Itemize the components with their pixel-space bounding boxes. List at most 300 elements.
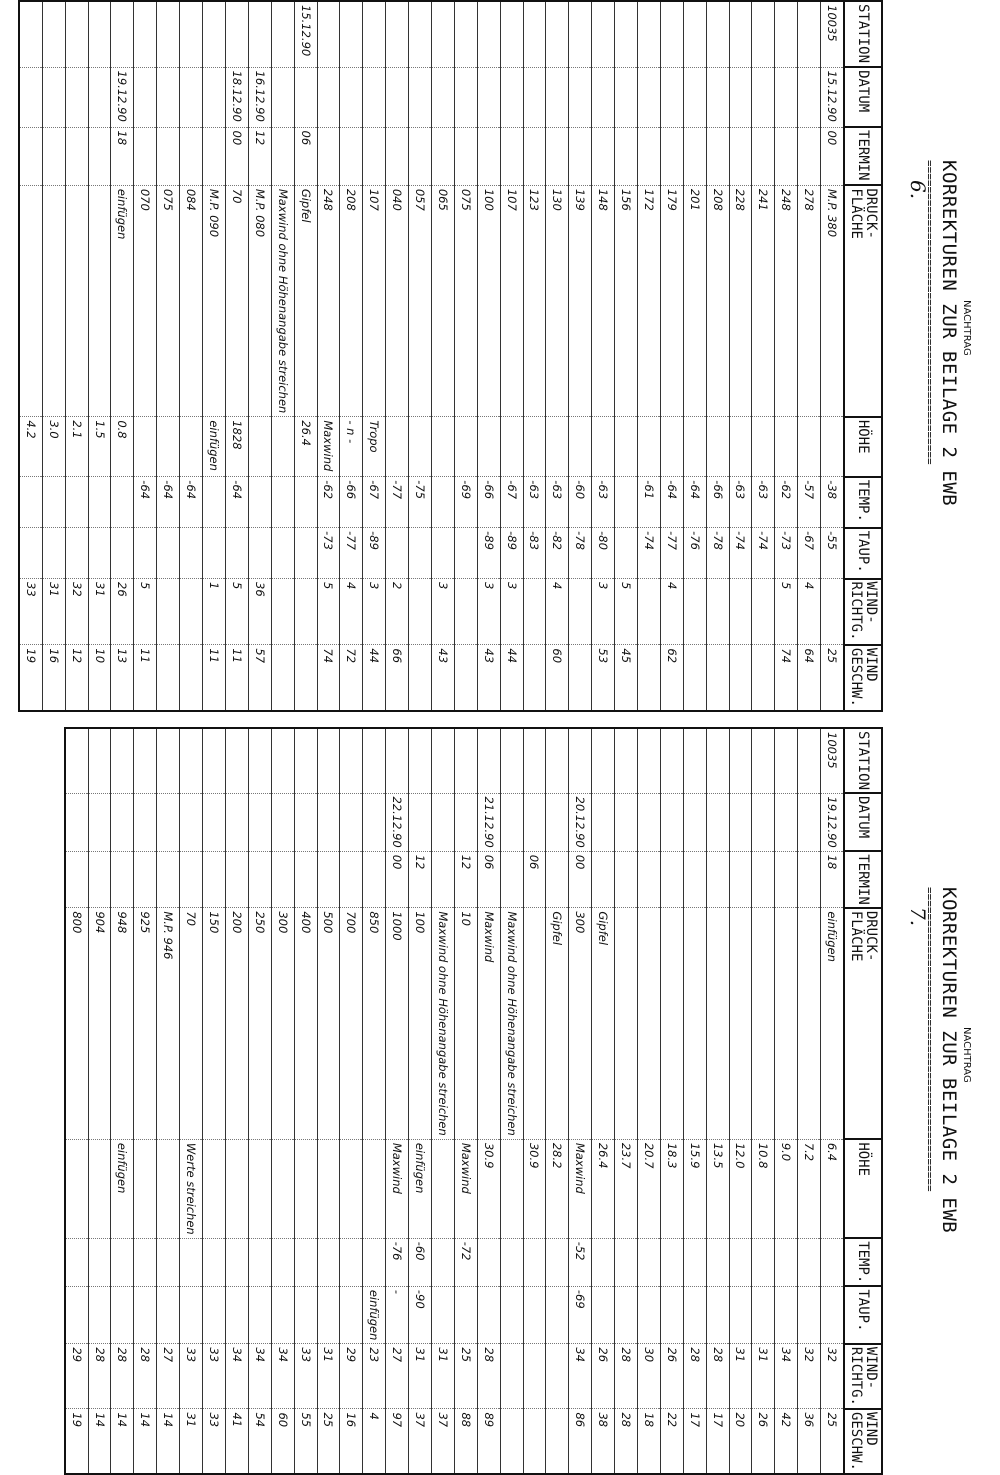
cell-datum	[546, 793, 569, 851]
table-row	[569, 1, 592, 711]
cell-druckflaeche: 400	[294, 908, 317, 1140]
cell-windgeschw	[454, 645, 477, 711]
cell-hoehe: 23.7	[615, 1139, 638, 1238]
cell-druckflaeche	[19, 185, 42, 417]
cell-windrichtung	[409, 579, 432, 645]
cell-druckflaeche: 300	[569, 908, 592, 1140]
table-row	[42, 1, 65, 711]
cell-station	[340, 728, 363, 793]
correction-table	[18, 0, 883, 712]
cell-station	[409, 1, 432, 67]
cell-termin	[752, 851, 775, 908]
cell-datum	[157, 793, 180, 851]
cell-druckflaeche: M.P. 080	[248, 185, 271, 417]
sheet-header	[890, 0, 1000, 712]
cell-hoehe: 6.4	[821, 1139, 844, 1238]
table-row	[477, 728, 500, 1474]
cell-station	[706, 728, 729, 793]
cell-temp: -75	[409, 477, 432, 528]
cell-temp	[248, 1238, 271, 1286]
cell-hoehe: Maxwind	[454, 1139, 477, 1238]
cell-temp	[706, 1238, 729, 1286]
cell-station	[42, 1, 65, 67]
cell-hoehe: 13.5	[706, 1139, 729, 1238]
cell-windgeschw	[294, 645, 317, 711]
cell-termin	[340, 851, 363, 908]
cell-datum	[409, 67, 432, 127]
cell-druckflaeche: 1000	[386, 908, 409, 1140]
cell-windgeschw	[157, 645, 180, 711]
cell-termin	[706, 127, 729, 185]
cell-termin	[752, 127, 775, 185]
cell-taup: -89	[363, 528, 386, 579]
cell-termin	[592, 851, 615, 908]
cell-temp: -63	[729, 477, 752, 528]
cell-temp: -77	[386, 477, 409, 528]
cell-taup	[65, 1286, 88, 1344]
page-number: 7.	[906, 907, 930, 927]
cell-druckflaeche: 107	[500, 185, 523, 417]
cell-windgeschw: 55	[294, 1409, 317, 1474]
cell-windgeschw	[569, 645, 592, 711]
cell-temp	[248, 477, 271, 528]
cell-hoehe: 1828	[225, 417, 248, 477]
cell-windrichtung	[500, 1344, 523, 1409]
cell-taup	[225, 1286, 248, 1344]
cell-windrichtung: 28	[683, 1344, 706, 1409]
cell-temp	[752, 1238, 775, 1286]
cell-taup	[157, 1286, 180, 1344]
cell-temp	[821, 1238, 844, 1286]
cell-druckflaeche: 201	[683, 185, 706, 417]
cell-temp	[363, 1238, 386, 1286]
cell-termin: 12	[248, 127, 271, 185]
cell-station	[500, 728, 523, 793]
cell-temp: -69	[454, 477, 477, 528]
column-header-temp: TEMP.	[844, 477, 882, 528]
cell-taup: -82	[546, 528, 569, 579]
cell-windrichtung: 5	[134, 579, 157, 645]
cell-hoehe: 12.0	[729, 1139, 752, 1238]
cell-station: 10035	[821, 1, 844, 67]
cell-station	[203, 728, 226, 793]
cell-druckflaeche: Maxwind ohne Höhenangabe streichen	[431, 908, 454, 1140]
cell-datum	[386, 67, 409, 127]
cell-windrichtung: 33	[19, 579, 42, 645]
table-row	[592, 728, 615, 1474]
cell-termin	[798, 127, 821, 185]
cell-datum	[134, 67, 157, 127]
sheet-title: KORREKTUREN ZUR BEILAGE 2 EWB	[938, 887, 960, 1234]
cell-windgeschw	[523, 645, 546, 711]
cell-druckflaeche	[660, 908, 683, 1140]
cell-taup: -74	[637, 528, 660, 579]
cell-windgeschw: 57	[248, 645, 271, 711]
cell-windgeschw: 28	[615, 1409, 638, 1474]
cell-windgeschw	[523, 1409, 546, 1474]
cell-taup	[798, 1286, 821, 1344]
table-row	[340, 728, 363, 1474]
cell-temp	[157, 1238, 180, 1286]
cell-station	[637, 1, 660, 67]
table-row	[65, 728, 88, 1474]
cell-hoehe: 0.8	[111, 417, 134, 477]
cell-windrichtung: 5	[775, 579, 798, 645]
cell-druckflaeche: 70	[225, 185, 248, 417]
cell-datum: 15.12.90	[821, 67, 844, 127]
table-row	[706, 728, 729, 1474]
cell-temp: -57	[798, 477, 821, 528]
table-row	[729, 728, 752, 1474]
table-row	[317, 728, 340, 1474]
cell-datum	[180, 793, 203, 851]
cell-temp	[317, 1238, 340, 1286]
cell-termin: 18	[821, 851, 844, 908]
cell-taup	[157, 528, 180, 579]
cell-hoehe: einfügen	[203, 417, 226, 477]
cell-druckflaeche	[42, 185, 65, 417]
cell-hoehe	[157, 1139, 180, 1238]
cell-termin	[409, 127, 432, 185]
cell-hoehe: 15.9	[683, 1139, 706, 1238]
cell-druckflaeche	[706, 908, 729, 1140]
cell-druckflaeche: Maxwind ohne Höhenangabe streichen	[500, 908, 523, 1140]
cell-taup	[134, 528, 157, 579]
cell-termin	[500, 851, 523, 908]
cell-windrichtung: 34	[271, 1344, 294, 1409]
cell-windrichtung: 27	[386, 1344, 409, 1409]
cell-station	[798, 1, 821, 67]
column-header-hoehe: HÖHE	[844, 417, 882, 477]
cell-datum	[592, 67, 615, 127]
cell-station	[386, 1, 409, 67]
cell-hoehe: 4.2	[19, 417, 42, 477]
table-row	[294, 728, 317, 1474]
cell-station	[569, 1, 592, 67]
cell-druckflaeche: Maxwind ohne Höhenangabe streichen	[271, 185, 294, 417]
cell-windrichtung	[569, 579, 592, 645]
column-header-windgeschw: WIND GESCHW.	[844, 645, 882, 711]
cell-station	[180, 1, 203, 67]
cell-taup	[42, 528, 65, 579]
cell-termin	[65, 851, 88, 908]
cell-termin	[42, 127, 65, 185]
cell-windgeschw: 36	[798, 1409, 821, 1474]
cell-windgeschw: 43	[431, 645, 454, 711]
cell-hoehe	[477, 417, 500, 477]
cell-datum	[42, 67, 65, 127]
cell-druckflaeche: 300	[271, 908, 294, 1140]
cell-druckflaeche	[523, 908, 546, 1140]
cell-druckflaeche: 200	[225, 908, 248, 1140]
table-row	[477, 1, 500, 711]
cell-druckflaeche: Maxwind	[477, 908, 500, 1140]
cell-termin	[706, 851, 729, 908]
cell-hoehe: 30.9	[477, 1139, 500, 1238]
cell-datum	[706, 793, 729, 851]
cell-windrichtung: 3	[477, 579, 500, 645]
cell-windgeschw: 60	[546, 645, 569, 711]
cell-datum	[660, 67, 683, 127]
cell-windrichtung: 28	[88, 1344, 111, 1409]
cell-station	[88, 1, 111, 67]
cell-station	[65, 1, 88, 67]
cell-hoehe	[248, 1139, 271, 1238]
cell-hoehe	[637, 417, 660, 477]
cell-windrichtung: 4	[340, 579, 363, 645]
cell-druckflaeche: 925	[134, 908, 157, 1140]
cell-windrichtung: 4	[798, 579, 821, 645]
cell-station	[569, 728, 592, 793]
cell-druckflaeche: Gipfel	[294, 185, 317, 417]
cell-taup	[88, 528, 111, 579]
cell-windrichtung	[454, 579, 477, 645]
cell-druckflaeche: 075	[454, 185, 477, 417]
cell-windrichtung: 3	[500, 579, 523, 645]
cell-temp	[19, 477, 42, 528]
cell-hoehe	[180, 417, 203, 477]
correction-table	[64, 727, 883, 1475]
cell-station	[19, 1, 42, 67]
cell-termin: 00	[821, 127, 844, 185]
cell-temp	[88, 477, 111, 528]
cell-windgeschw: 12	[65, 645, 88, 711]
cell-windrichtung: 36	[248, 579, 271, 645]
cell-windgeschw: 33	[203, 1409, 226, 1474]
cell-windgeschw	[706, 645, 729, 711]
cell-taup: -69	[569, 1286, 592, 1344]
cell-termin	[523, 127, 546, 185]
cell-hoehe: 18.3	[660, 1139, 683, 1238]
cell-taup: -83	[523, 528, 546, 579]
cell-datum	[500, 793, 523, 851]
table-row	[386, 728, 409, 1474]
table-row	[500, 728, 523, 1474]
table-row	[729, 1, 752, 711]
cell-temp: -62	[775, 477, 798, 528]
cell-windrichtung: 26	[660, 1344, 683, 1409]
cell-windrichtung: 31	[88, 579, 111, 645]
cell-termin: 06	[523, 851, 546, 908]
cell-datum	[203, 67, 226, 127]
cell-station	[454, 1, 477, 67]
cell-windgeschw: 97	[386, 1409, 409, 1474]
cell-datum	[431, 67, 454, 127]
cell-hoehe	[729, 417, 752, 477]
cell-windgeschw: 18	[637, 1409, 660, 1474]
table-row	[363, 728, 386, 1474]
cell-temp	[111, 1238, 134, 1286]
cell-windgeschw: 22	[660, 1409, 683, 1474]
nachtrag-label: NACHTRAG	[961, 1027, 972, 1083]
cell-druckflaeche: 040	[386, 185, 409, 417]
cell-windrichtung: 34	[569, 1344, 592, 1409]
cell-temp	[271, 477, 294, 528]
cell-station	[386, 728, 409, 793]
cell-druckflaeche: M.P. 946	[157, 908, 180, 1140]
cell-windrichtung: 2	[386, 579, 409, 645]
table-row	[821, 728, 844, 1474]
cell-hoehe: Maxwind	[569, 1139, 592, 1238]
cell-temp	[294, 477, 317, 528]
cell-station	[203, 1, 226, 67]
cell-temp: -60	[569, 477, 592, 528]
table-row	[134, 1, 157, 711]
cell-datum	[340, 67, 363, 127]
cell-datum: 22.12.90	[386, 793, 409, 851]
cell-hoehe: Werte streichen	[180, 1139, 203, 1238]
cell-temp: -64	[683, 477, 706, 528]
cell-windrichtung: 5	[225, 579, 248, 645]
cell-hoehe	[706, 417, 729, 477]
cell-taup	[271, 1286, 294, 1344]
cell-hoehe: einfügen	[111, 1139, 134, 1238]
cell-datum	[180, 67, 203, 127]
cell-druckflaeche: 208	[706, 185, 729, 417]
cell-station	[752, 728, 775, 793]
cell-hoehe	[775, 417, 798, 477]
cell-windgeschw: 66	[386, 645, 409, 711]
cell-temp	[798, 1238, 821, 1286]
cell-druckflaeche: 948	[111, 908, 134, 1140]
cell-termin	[431, 127, 454, 185]
cell-windrichtung	[180, 579, 203, 645]
cell-taup	[431, 528, 454, 579]
cell-datum	[477, 67, 500, 127]
cell-windgeschw: 10	[88, 645, 111, 711]
cell-temp	[42, 477, 65, 528]
table-row	[134, 728, 157, 1474]
cell-station	[65, 728, 88, 793]
table-row	[363, 1, 386, 711]
cell-hoehe: - n -	[340, 417, 363, 477]
cell-temp	[546, 1238, 569, 1286]
cell-taup: -73	[317, 528, 340, 579]
cell-hoehe	[500, 1139, 523, 1238]
cell-temp: -64	[157, 477, 180, 528]
cell-hoehe: 7.2	[798, 1139, 821, 1238]
cell-taup: -74	[729, 528, 752, 579]
table-row	[19, 1, 42, 711]
cell-windrichtung: 32	[65, 579, 88, 645]
cell-temp	[592, 1238, 615, 1286]
cell-hoehe	[660, 417, 683, 477]
cell-termin	[180, 127, 203, 185]
cell-windrichtung: 34	[775, 1344, 798, 1409]
cell-datum	[111, 793, 134, 851]
cell-hoehe: 10.8	[752, 1139, 775, 1238]
cell-termin	[88, 127, 111, 185]
cell-datum	[500, 67, 523, 127]
cell-datum	[752, 67, 775, 127]
cell-datum	[271, 793, 294, 851]
cell-windgeschw	[752, 645, 775, 711]
sheet-header	[890, 727, 1000, 1427]
cell-windrichtung	[729, 579, 752, 645]
cell-datum	[615, 793, 638, 851]
cell-station	[615, 728, 638, 793]
cell-datum: 16.12.90	[248, 67, 271, 127]
cell-windrichtung: 34	[248, 1344, 271, 1409]
cell-station	[317, 728, 340, 793]
cell-windrichtung: 28	[706, 1344, 729, 1409]
cell-windrichtung: 5	[615, 579, 638, 645]
cell-termin	[134, 851, 157, 908]
cell-taup	[271, 528, 294, 579]
column-header-windrichtung: WIND- RICHTG.	[844, 1344, 882, 1409]
cell-hoehe	[752, 417, 775, 477]
cell-termin	[157, 851, 180, 908]
cell-temp: -63	[546, 477, 569, 528]
cell-temp	[65, 1238, 88, 1286]
cell-taup: -73	[775, 528, 798, 579]
cell-taup	[180, 528, 203, 579]
table-row	[752, 728, 775, 1474]
cell-temp	[615, 1238, 638, 1286]
cell-windgeschw: 14	[111, 1409, 134, 1474]
cell-datum: 19.12.90	[111, 67, 134, 127]
table-row	[752, 1, 775, 711]
cell-taup	[111, 1286, 134, 1344]
table-row	[683, 1, 706, 711]
cell-datum	[19, 67, 42, 127]
table-row	[317, 1, 340, 711]
cell-datum	[363, 67, 386, 127]
table-row	[660, 1, 683, 711]
cell-temp	[294, 1238, 317, 1286]
cell-termin	[683, 127, 706, 185]
cell-windgeschw: 64	[798, 645, 821, 711]
cell-temp	[340, 1238, 363, 1286]
cell-windrichtung	[821, 579, 844, 645]
table-row	[180, 728, 203, 1474]
cell-station	[317, 1, 340, 67]
cell-druckflaeche: 172	[637, 185, 660, 417]
cell-windgeschw: 20	[729, 1409, 752, 1474]
cell-station	[180, 728, 203, 793]
cell-windgeschw: 13	[111, 645, 134, 711]
cell-termin: 12	[454, 851, 477, 908]
cell-druckflaeche	[798, 908, 821, 1140]
cell-station	[706, 1, 729, 67]
table-row	[180, 1, 203, 711]
cell-termin	[317, 851, 340, 908]
cell-temp: -72	[454, 1238, 477, 1286]
cell-windrichtung: 1	[203, 579, 226, 645]
cell-taup	[111, 528, 134, 579]
cell-termin	[660, 127, 683, 185]
table-row	[454, 1, 477, 711]
cell-datum	[294, 67, 317, 127]
cell-station	[729, 1, 752, 67]
cell-termin	[477, 127, 500, 185]
cell-hoehe	[798, 417, 821, 477]
cell-windrichtung: 28	[477, 1344, 500, 1409]
cell-druckflaeche: 123	[523, 185, 546, 417]
cell-station	[615, 1, 638, 67]
cell-termin	[775, 851, 798, 908]
table-row	[431, 1, 454, 711]
cell-windrichtung: 28	[615, 1344, 638, 1409]
cell-windgeschw: 86	[569, 1409, 592, 1474]
cell-windgeschw: 31	[180, 1409, 203, 1474]
cell-windrichtung: 29	[340, 1344, 363, 1409]
cell-datum	[615, 67, 638, 127]
cell-temp	[637, 1238, 660, 1286]
cell-taup	[523, 1286, 546, 1344]
column-header-datum: DATUM	[844, 67, 882, 127]
cell-temp: -66	[706, 477, 729, 528]
